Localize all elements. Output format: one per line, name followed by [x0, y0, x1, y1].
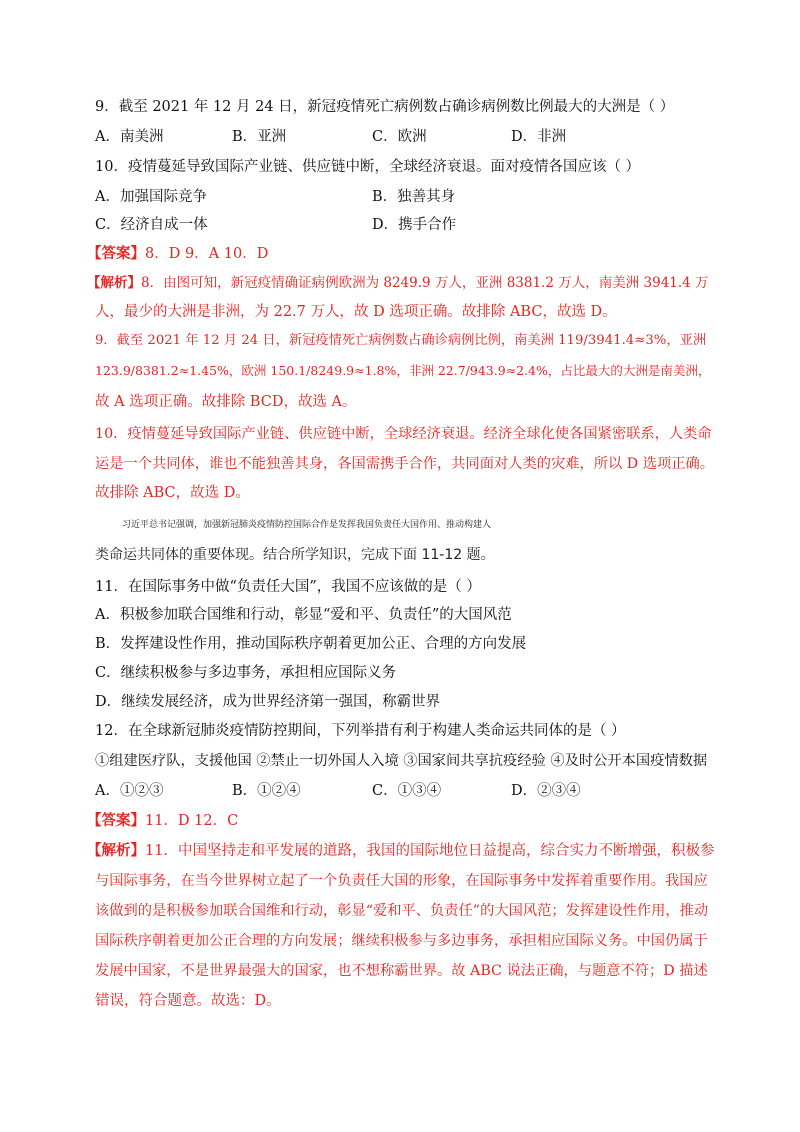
analysis-line-2: 人，最少的大洲是非洲，为 22.7 万人，故 D 选项正确。故排除 ABC，故选 D。	[95, 304, 617, 320]
question-9-option-c: C．欧洲	[372, 129, 427, 145]
question-9-stem: 9．截至 2021 年 12 月 24 日，新冠疫情死亡病例数占确诊病例数比例最大的大洲是（ ）	[95, 99, 675, 115]
analysis2-line-6: 错误，符合题意。故选：D。	[95, 993, 281, 1009]
question-10-option-a: A．加强国际竞争	[95, 189, 207, 205]
question-10-option-c: C．经济自成一体	[95, 217, 208, 233]
question-10-option-d: D．携手合作	[372, 217, 457, 233]
analysis-line-3: 9．截至 2021 年 12 月 24 日，新冠疫情死亡病例数占确诊病例比例，南美洲 119/3941.4≈3%，亚洲	[95, 333, 707, 348]
answer-text: 8．D 9．A 10．D	[145, 246, 269, 262]
answer-text: 11．D 12．C	[145, 813, 239, 829]
question-12-stem: 12．在全球新冠肺炎疫情防控期间，下列举措有利于构建人类命运共同体的是（ ）	[95, 723, 626, 739]
question-9-option-a: A．南美洲	[95, 129, 164, 145]
question-10-stem: 10．疫情蔓延导致国际产业链、供应链中断，全球经济衰退。面对疫情各国应该（ ）	[95, 159, 641, 175]
intro-line-1: 习近平总书记强调，加强新冠肺炎疫情防控国际合作是发挥我国负责任大国作用、推动构建人	[122, 520, 492, 530]
analysis-line-8: 故排除 ABC，故选 D。	[95, 485, 250, 501]
answer-block-2	[87, 811, 707, 831]
question-10-option-b: B．独善其身	[372, 189, 456, 205]
analysis-line-6: 10．疫情蔓延导致国际产业链、供应链中断，全球经济衰退。经济全球化使各国紧密联系，人类命	[95, 426, 712, 442]
question-12-option-b: B．①②④	[232, 783, 301, 799]
analysis-line-4: 123.9/8381.2≈1.45%，欧洲 150.1/8249.9≈1.8%，非洲 22.7/943.9≈2.4%，占比最大的大洲是南美洲，	[95, 363, 711, 378]
analysis-tag: 【解析】	[87, 842, 145, 859]
analysis2-line-3: 该做到的是积极参加联合国维和行动，彰显“爱和平、负责任”的大国风范；发挥建设性作用，推动	[95, 903, 709, 919]
analysis-tag: 【解析】	[87, 275, 141, 291]
question-11-option-c: C．继续积极参与多边事务，承担相应国际义务	[95, 665, 397, 681]
analysis2-line-2: 与国际事务，在当今世界树立起了一个负责任大国的形象，在国际事务中发挥着重要作用。我国应	[95, 873, 708, 889]
intro-line-2: 类命运共同体的重要体现。结合所学知识，完成下面 11-12 题。	[95, 547, 495, 563]
analysis-line-5: 故 A 选项正确。故排除 BCD，故选 A。	[95, 394, 357, 410]
analysis2-line-4: 国际秩序朝着更加公正合理的方向发展；继续积极参与多边事务，承担相应国际义务。中国仍属于	[95, 933, 708, 949]
analysis2-line-5: 发展中国家，不是世界最强大的国家，也不想称霸世界。故 ABC 说法正确，与题意不符；D 描述	[95, 963, 708, 979]
question-9-option-b: B．亚洲	[232, 129, 287, 145]
question-11-option-a: A．积极参加联合国维和行动，彰显“爱和平、负责任”的大国风范	[95, 607, 512, 623]
question-12-option-d: D．②③④	[511, 783, 581, 799]
question-9-option-d: D．非洲	[511, 129, 567, 145]
analysis-line-1: 【解析】8．由图可知，新冠疫情确证病例欧洲为 8249.9 万人，亚洲 8381.2 万人，南美洲 3941.4 万	[87, 275, 709, 291]
question-11-option-d: D．继续发展经济，成为世界经济第一强国，称霸世界	[95, 694, 441, 710]
answer-tag: 【答案】	[87, 245, 145, 262]
answer-tag: 【答案】	[87, 812, 145, 829]
question-12-items: ①组建医疗队，支援他国 ②禁止一切外国人入境 ③国家间共享抗疫经验 ④及时公开本国疫情数据	[95, 753, 708, 769]
question-12-option-a: A．①②③	[95, 783, 164, 799]
answer-block-1	[87, 244, 707, 264]
analysis-line-7: 运是一个共同体，谁也不能独善其身，各国需携手合作，共同面对人类的灾难，所以 D 选项正确。	[95, 456, 714, 472]
question-11-option-b: B．发挥建设性作用，推动国际秩序朝着更加公正、合理的方向发展	[95, 636, 527, 652]
question-12-option-c: C．①③④	[372, 783, 442, 799]
question-11-stem: 11．在国际事务中做“负责任大国”，我国不应该做的是（ ）	[95, 579, 481, 595]
analysis2-line-1: 【解析】11．中国坚持走和平发展的道路，我国的国际地位日益提高，综合实力不断增强，积极参	[87, 842, 715, 859]
